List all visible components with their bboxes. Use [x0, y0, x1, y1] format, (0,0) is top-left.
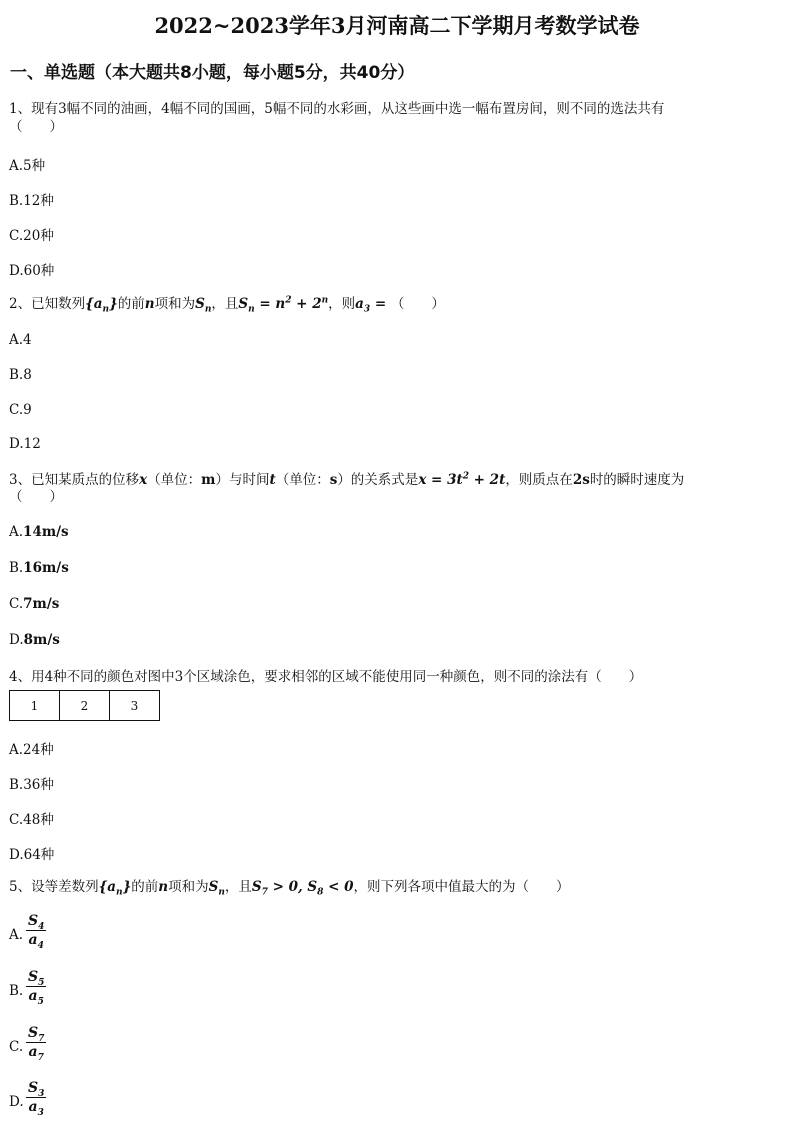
- q2-formula: [238, 295, 329, 315]
- q5-d-num-s: S: [28, 1080, 39, 1096]
- q2-a-eq: =: [370, 296, 391, 312]
- question-2-option-d: D.12: [9, 436, 41, 452]
- q3-d-letter: D.: [9, 632, 24, 648]
- q5-a-fraction: [26, 913, 46, 949]
- q5-c-num-sub: 7: [38, 1033, 45, 1044]
- q2-a: a: [355, 296, 364, 312]
- q5-text-5: ，则下列各项中值最大的为（ ）: [353, 879, 570, 895]
- region-3: 3: [110, 691, 160, 721]
- q3-text-6: ，则质点在: [505, 472, 573, 488]
- region-diagram: [9, 690, 160, 721]
- q2-text-5: ，则: [328, 296, 356, 312]
- question-1-option-d: D.60种: [9, 263, 55, 279]
- q5-s: S: [208, 879, 219, 895]
- q5-c-mid: > 0, S: [267, 879, 318, 895]
- q5-c-num-s: S: [28, 1025, 39, 1041]
- question-1-option-b: B.12种: [9, 193, 54, 209]
- section-heading: 一、单选题（本大题共8小题，每小题5分，共40分）: [10, 63, 415, 83]
- q3-a-letter: A.: [9, 524, 24, 540]
- q5-a-letter: A.: [9, 927, 24, 943]
- q5-c-end: < 0: [323, 879, 354, 895]
- q2-sequence-symbol: [85, 296, 118, 315]
- q3-b-value: 16m/s: [23, 560, 69, 576]
- q5-c-den-a: a: [28, 1044, 38, 1060]
- q5-d-fraction: [26, 1080, 46, 1116]
- q2-f-plus: + 2: [291, 296, 322, 312]
- page-title: 2022~2023学年3月河南高二下学期月考数学试卷: [154, 13, 640, 38]
- q3-b-letter: B.: [9, 560, 24, 576]
- q5-c-den-sub: 7: [37, 1052, 44, 1063]
- q5-text-1: 5、设等差数列: [9, 879, 99, 895]
- q5-text-2: 的前: [131, 879, 159, 895]
- q2-text-1: 2、已知数列: [9, 296, 86, 312]
- q3-time: 2s: [572, 472, 590, 488]
- q2-s: S: [195, 296, 205, 312]
- q3-text-7: 时的瞬时速度为: [589, 472, 685, 488]
- q5-seq-open: {a: [98, 879, 117, 895]
- q3-text-5: ）的关系式是: [337, 472, 419, 488]
- q3-f-sup: 2: [462, 471, 469, 482]
- q5-b-num-s: S: [28, 969, 39, 985]
- question-1-stem: 1、现有3幅不同的油画，4幅不同的国画，5幅不同的水彩画，从这些画中选一幅布置房间，则不同的选法共有: [9, 101, 665, 117]
- q5-b-den-a: a: [28, 988, 38, 1004]
- q2-f-eq: = n: [254, 296, 286, 312]
- q2-f-sub: n: [248, 304, 255, 315]
- question-1-option-a: A.5种: [9, 158, 46, 174]
- question-4-option-a: A.24种: [9, 742, 54, 758]
- region-1: 1: [10, 691, 60, 721]
- q2-a-sub: 3: [363, 304, 371, 315]
- q5-a-num-sub: 4: [38, 921, 45, 932]
- q3-text-1: 3、已知某质点的位移: [9, 472, 140, 488]
- q2-text-2: 的前: [117, 296, 145, 312]
- q5-c-s8-sub: 8: [317, 887, 324, 898]
- q2-s-sub: n: [204, 304, 212, 315]
- q2-f-s: S: [238, 296, 249, 312]
- q3-text-3: ）与时间: [215, 472, 270, 488]
- region-2: 2: [60, 691, 110, 721]
- q5-seq-sub: n: [116, 887, 123, 898]
- q3-c-letter: C.: [9, 596, 24, 612]
- question-3-stem: [9, 471, 684, 489]
- q5-a-den: [26, 931, 46, 949]
- q3-formula: [418, 472, 505, 488]
- q5-c-num: [26, 1025, 46, 1043]
- q5-sum-symbol: [208, 879, 225, 898]
- question-4-option-b: B.36种: [9, 777, 54, 793]
- q5-b-fraction: [26, 969, 46, 1005]
- q3-unit-s: s: [329, 472, 338, 488]
- q5-c-fraction: [26, 1025, 46, 1061]
- question-2-option-a: A.4: [9, 332, 32, 348]
- q3-d-value: 8m/s: [23, 632, 60, 648]
- q5-sequence-symbol: [98, 879, 132, 898]
- q5-b-num-sub: 5: [38, 977, 45, 988]
- q5-condition: [251, 879, 354, 898]
- question-5-stem: [9, 878, 570, 896]
- question-2-option-c: C.9: [9, 402, 32, 418]
- question-2-stem: [9, 295, 445, 313]
- question-2-option-b: B.8: [9, 367, 32, 383]
- q5-c-s7-sub: 7: [261, 887, 268, 898]
- q3-x: x: [139, 472, 148, 488]
- q5-a-den-sub: 4: [37, 940, 44, 951]
- q2-f-sup: 2: [285, 295, 292, 306]
- q5-n: n: [158, 879, 169, 895]
- q5-c-s7: S: [251, 879, 262, 895]
- q5-d-den-a: a: [28, 1099, 38, 1115]
- q3-f-2: + 2t: [468, 472, 506, 488]
- q2-sum-symbol: [195, 296, 212, 315]
- question-1-blank: （ ）: [9, 119, 63, 135]
- q3-t: t: [269, 472, 276, 488]
- q5-d-num: [26, 1080, 46, 1098]
- q2-n-symbol: n: [144, 296, 155, 312]
- q5-d-den: [26, 1098, 46, 1116]
- q2-text-4: ，且: [211, 296, 239, 312]
- q5-b-den-sub: 5: [37, 996, 44, 1007]
- q3-text-2: （单位：: [147, 472, 202, 488]
- q5-a-num: [26, 913, 46, 931]
- q3-text-4: （单位：: [275, 472, 330, 488]
- question-4-stem: 4、用4种不同的颜色对图中3个区域涂色，要求相邻的区域不能使用同一种颜色，则不同的涂法有（ ）: [9, 669, 643, 685]
- question-3-blank: （ ）: [9, 489, 63, 505]
- q5-s-sub: n: [218, 887, 225, 898]
- q5-c-den: [26, 1043, 46, 1061]
- q2-target: [355, 296, 391, 315]
- q2-seq-close: }: [109, 296, 118, 312]
- q5-b-letter: B.: [9, 983, 24, 999]
- q2-text-3: 项和为: [154, 296, 196, 312]
- q5-d-den-sub: 3: [37, 1107, 44, 1118]
- q5-seq-close: }: [122, 879, 132, 895]
- q3-f-1: x = 3t: [418, 472, 463, 488]
- question-3-option-b: [9, 560, 69, 576]
- q2-seq-sub: n: [102, 304, 110, 315]
- q5-c-letter: C.: [9, 1039, 24, 1055]
- q5-a-num-s: S: [28, 913, 39, 929]
- q2-blank: （ ）: [390, 296, 445, 312]
- question-4-option-c: C.48种: [9, 812, 54, 828]
- q5-text-3: 项和为: [168, 879, 209, 895]
- q5-a-den-a: a: [28, 932, 38, 948]
- q3-a-value: 14m/s: [23, 524, 69, 540]
- question-4-option-d: D.64种: [9, 847, 55, 863]
- q5-d-letter: D.: [9, 1094, 24, 1110]
- question-3-option-a: [9, 524, 69, 540]
- q3-unit-m: m: [201, 472, 216, 488]
- q3-c-value: 7m/s: [23, 596, 60, 612]
- q2-f-sup2: n: [321, 295, 329, 306]
- question-3-option-c: [9, 596, 59, 612]
- q5-d-num-sub: 3: [38, 1088, 45, 1099]
- q5-text-4: ，且: [224, 879, 252, 895]
- q5-b-num: [26, 969, 46, 987]
- q5-b-den: [26, 987, 46, 1005]
- q2-seq-open: {a: [85, 296, 103, 312]
- question-1-option-c: C.20种: [9, 228, 54, 244]
- question-3-option-d: [9, 632, 60, 648]
